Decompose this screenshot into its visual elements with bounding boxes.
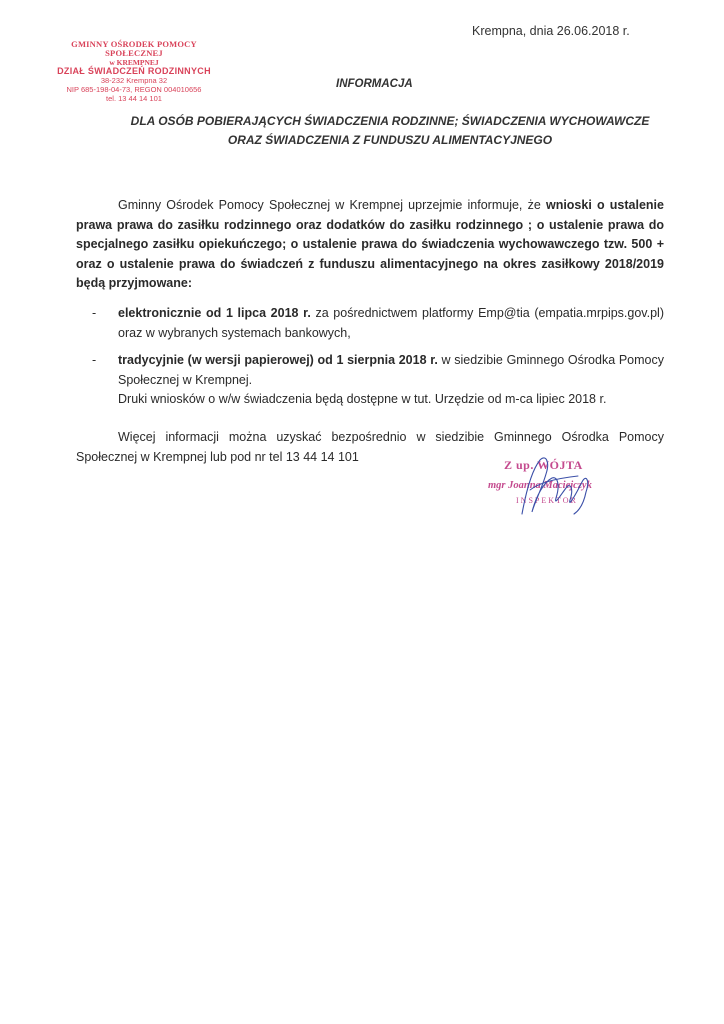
institution-stamp (44, 40, 224, 103)
stamp-line-6: tel. 13 44 14 101 (106, 94, 162, 103)
intro-bold-text: wnioski o ustalenie prawa prawa do zasiłku rodzinnego oraz dodatków do zasiłku rodzinnego ; o ustalenie prawa do specjalnego zasiłku opiekuńczego; o ustalenie prawa do świadczenia wychowawczego tzw. 500 + oraz o ustalenie prawa do świadczeń z funduszu alimentacyjnego na okres zasiłkowy 2018/2019 będą przyjmowane: (76, 198, 664, 290)
intro-text: Gminny Ośrodek Pomocy Społecznej w Krempnej uprzejmie informuje, że (118, 198, 541, 212)
stamp-line-3: DZIAŁ ŚWIADCZEŃ RODZINNYCH (57, 66, 211, 76)
stamp-line-5: NIP 685-198-04-73, REGON 004010656 (66, 85, 202, 94)
signature-line-1: Z up. WÓJTA (504, 458, 583, 472)
list-dash: - (92, 306, 97, 320)
forms-availability-note: Druki wniosków o w/w świadczenia będą dostępne w tut. Urzędzie od m-ca lipiec 2018 r. (118, 392, 607, 406)
signature-name: mgr Joanna Maciejczyk (488, 480, 592, 491)
list-item (92, 351, 664, 390)
document-title: INFORMACJA (336, 78, 413, 90)
more-info-text: Więcej informacji można uzyskać bezpośrednio w siedzibie Gminnego Ośrodka Pomocy Społecznej w Krempnej lub pod nr tel 13 44 14 101 (76, 430, 664, 464)
list-item-bold: tradycyjnie (w wersji papierowej) od 1 sierpnia 2018 r. (118, 353, 438, 367)
intro-paragraph (76, 196, 664, 294)
document-subtitle (90, 112, 690, 150)
list-dash: - (92, 353, 97, 367)
signature-stamp (470, 452, 640, 522)
subtitle-line-2: ORAZ ŚWIADCZENIA Z FUNDUSZU ALIMENTACYJNEGO (227, 133, 553, 147)
stamp-line-1: GMINNY OŚRODEK POMOCY SPOŁECZNEJ (71, 39, 197, 58)
document-date: Krempna, dnia 26.06.2018 r. (472, 24, 630, 38)
stamp-line-4: 38-232 Krempna 32 (100, 76, 168, 85)
list-item-text: za pośrednictwem platformy Emp@tia (empatia.mrpips.gov.pl) oraz w wybranych systemach bankowych, (118, 306, 664, 340)
stamp-line-2: w KREMPNEJ (109, 58, 159, 67)
list-item (92, 304, 664, 343)
submission-methods-list (92, 304, 664, 398)
list-item-bold: elektronicznie od 1 lipca 2018 r. (118, 306, 311, 320)
handwritten-signature-icon (470, 452, 640, 522)
list-item-text: w siedzibie Gminnego Ośrodka Pomocy Społecznej w Krempnej. (118, 353, 664, 387)
signature-role: INSPEKTOR (516, 496, 578, 505)
subtitle-line-1: DLA OSÓB POBIERAJĄCYCH ŚWIADCZENIA RODZINNE; ŚWIADCZENIA WYCHOWAWCZE (130, 114, 650, 128)
